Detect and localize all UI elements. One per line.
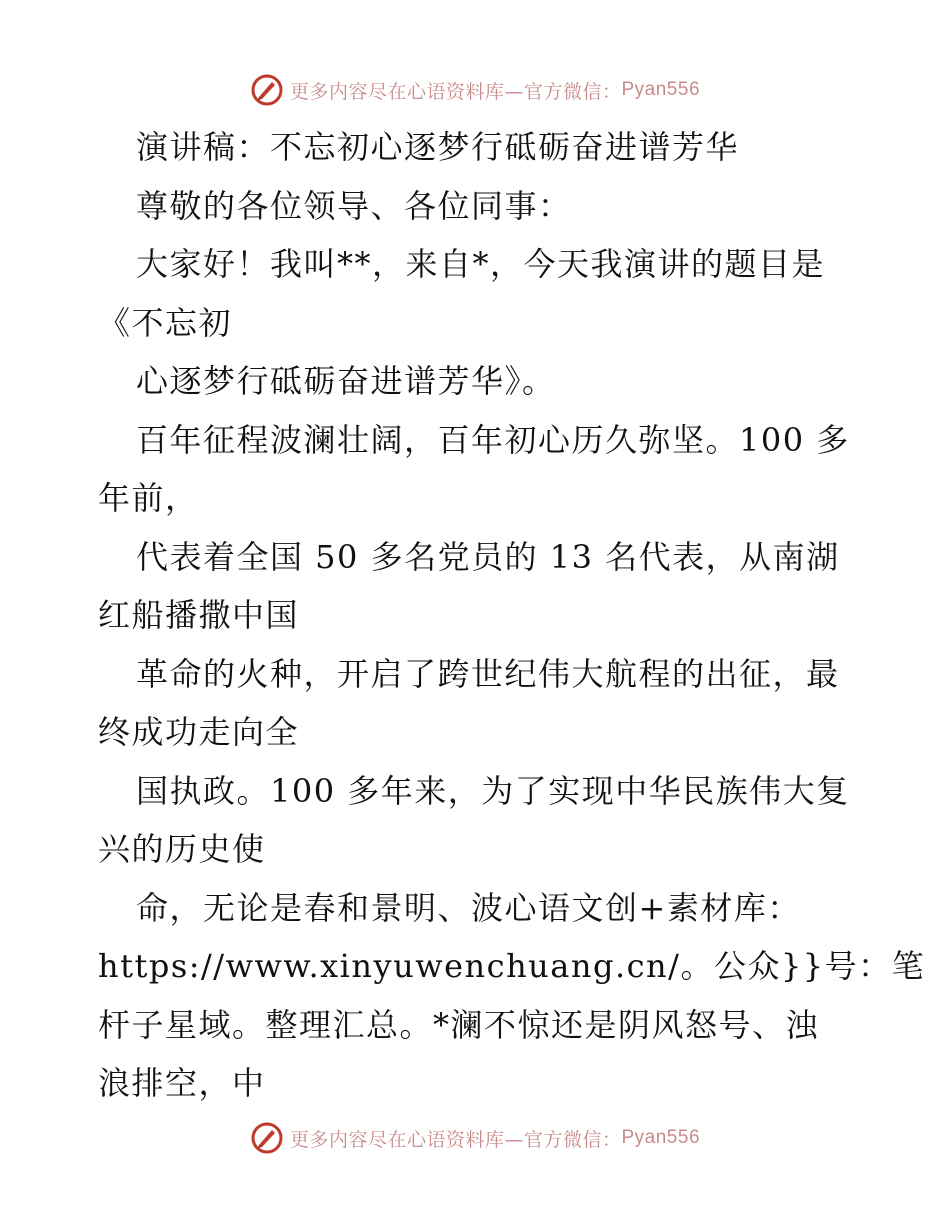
document-line: 演讲稿：不忘初心逐梦行砥砺奋进谱芳华 [136,128,740,166]
footer-banner-text: 更多内容尽在心语资料库—官方微信： [289,1128,622,1151]
document-line: 心逐梦行砥砺奋进谱芳华》。 [136,362,556,400]
header-banner-text: 更多内容尽在心语资料库—官方微信： [289,80,622,103]
document-line: 尊敬的各位领导、各位同事： [136,186,572,225]
document-line: https://www.xinyuwenchuang.cn/。公众}}号：笔 [98,947,926,985]
document-line: 兴的历史使 [98,830,266,868]
quill-logo-icon [250,1121,284,1155]
document-line: 国执政。100 多年来，为了实现中华民族伟大复 [136,771,850,810]
document-line: 命，无论是春和景明、波心语文创+素材库： [136,888,801,927]
document-line: 大家好！我叫**，来自*，今天我演讲的题目是 [136,245,826,283]
footer-banner-account: Pyan556 [621,1127,701,1148]
document-line: 革命的火种，开启了跨世纪伟大航程的出征，最 [136,654,840,693]
document-line: 代表着全国 50 多名党员的 13 名代表，从南湖 [136,537,840,576]
header-banner [0,70,950,110]
footer-banner [0,1118,950,1158]
document-line: 终成功走向全 [98,713,300,751]
document-line: 杆子星域。整理汇总。*澜不惊还是阴风怒号、浊 [98,1005,820,1044]
quill-logo-icon [250,73,284,107]
document-line: 浪排空，中 [98,1064,266,1102]
document-line: 百年征程波澜壮阔，百年初心历久弥坚。100 多 [136,420,850,459]
document-line: 《不忘初 [98,303,233,342]
document-line: 年前， [98,479,199,517]
document-body [98,118,926,1113]
header-banner-account: Pyan556 [621,79,701,100]
document-line: 红船播撒中国 [98,596,300,634]
